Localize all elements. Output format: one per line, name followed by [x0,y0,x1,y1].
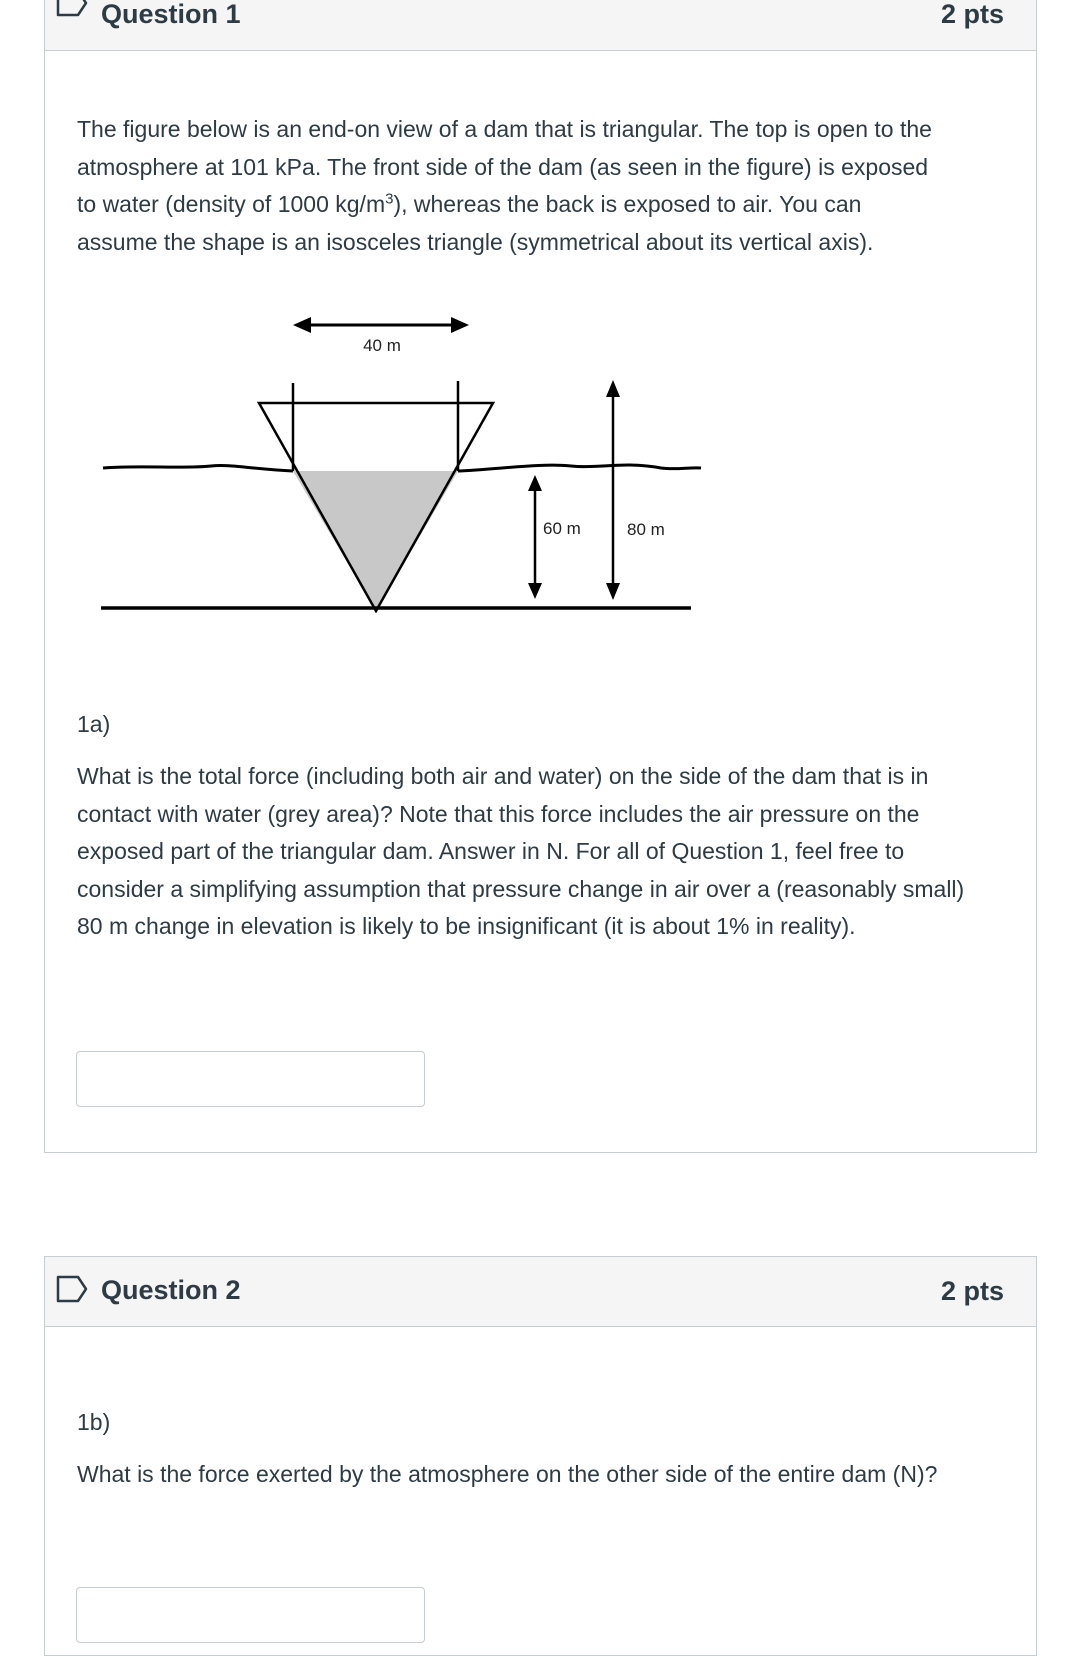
arrowhead-up-icon [528,475,542,491]
question-2-header [45,1257,1036,1327]
question-points: 2 pts [940,0,1004,29]
question-title: Question 2 [101,1275,241,1305]
depth-label: 60 m [543,519,581,538]
dam-figure [101,303,721,613]
width-label: 40 m [363,336,401,355]
question-title: Question 1 [101,0,241,29]
question-1-header [45,0,1036,51]
water-area [293,471,458,611]
arrowhead-up-icon [606,380,620,397]
arrowhead-down-icon [606,583,620,600]
answer-input[interactable] [76,1587,425,1643]
answer-input[interactable] [76,1051,425,1107]
question-2-card [44,1256,1037,1656]
part-label: 1b) [77,1409,111,1435]
flag-question-icon[interactable] [56,0,90,19]
water-surface [103,465,701,471]
part-label: 1a) [77,711,111,737]
question-intro: The figure below is an end-on view of a dam that is triangular. The top is open to the atmosphere at 101 kPa. The front side of the dam (as seen in the figure) is exposed to water (density of 1000 $kg/m^3$), whereas the back is exposed to air. You can assume the shape is an isosceles triangle (symmetrical about its vertical axis). [77,116,932,255]
question-prompt: What is the total force (including both air and water) on the side of the dam that is in contact with water (grey area)? Note that this force includes the air pressure on the exposed part of the triangular dam. Answer in N. For all of Question 1, feel free to consider a simplifying assumption that pressure change in air over a (reasonably small) 80 m change in elevation is likely to be insignificant (it is about 1% in reality). [77,763,965,939]
arrowhead-right-icon [451,317,469,333]
question-prompt: What is the force exerted by the atmosphere on the other side of the entire dam (N)? [77,1461,938,1487]
question-1-card [44,0,1037,1153]
question-points: 2 pts [940,1276,1004,1306]
flag-question-icon[interactable] [56,1275,90,1305]
arrowhead-left-icon [293,317,311,333]
arrowhead-down-icon [528,583,542,599]
height-label: 80 m [627,520,665,539]
